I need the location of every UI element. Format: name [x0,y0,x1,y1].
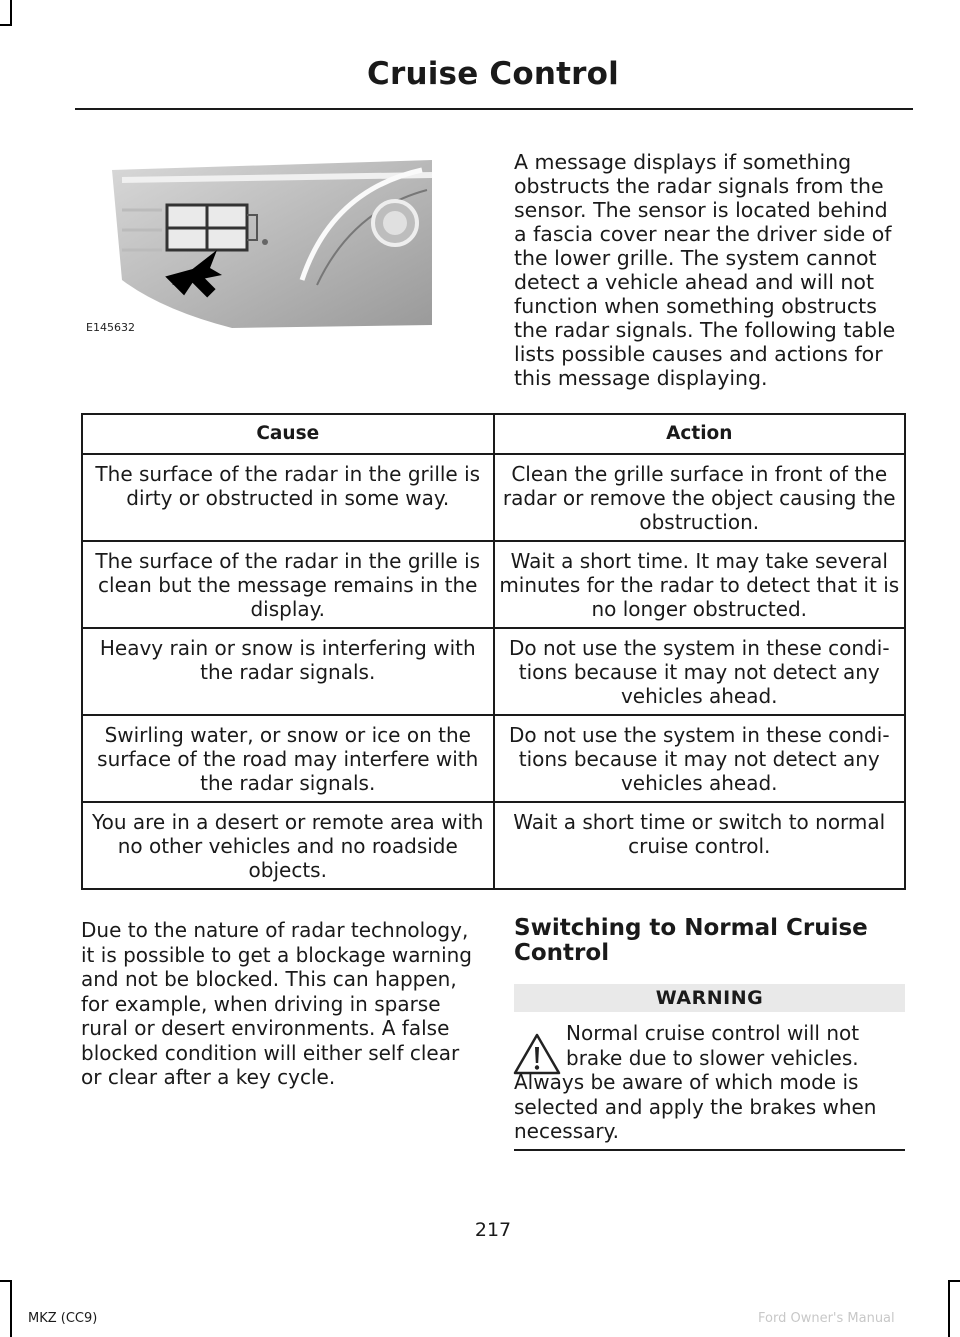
blockage-note: Due to the nature of radar technology, it is possible to get a blockage warning and not be blocked. This can happen, for example, when driving in sparse rural or desert environments. A false blocked condition will either self clear or clear after a key cycle. [81,918,472,1089]
cause-cell: You are in a desert or remote area with no other vehicles and no roadside objects. [82,802,494,889]
table-row [82,541,905,628]
crop-mark [948,1280,950,1337]
table-row [82,715,905,802]
table-header-row [82,414,905,454]
action-cell: Do not use the system in these condi-tions because it may not detect any vehicles ahead. [494,715,906,802]
crop-mark [10,1280,12,1337]
table-row [82,454,905,541]
crop-mark [0,24,12,26]
action-cell: Clean the grille surface in front of the radar or remove the object causing the obstruction. [494,454,906,541]
crop-mark [948,1280,960,1282]
cause-cell: The surface of the radar in the grille is clean but the message remains in the display. [82,541,494,628]
cause-cell: Heavy rain or snow is interfering with the radar signals. [82,628,494,715]
crop-mark [10,0,12,26]
cause-cell: The surface of the radar in the grille is dirty or obstructed in some way. [82,454,494,541]
footer-model: MKZ (CC9) [28,1311,98,1326]
cause-cell: Swirling water, or snow or ice on the surface of the road may interfere with the radar signals. [82,715,494,802]
table-row [82,802,905,889]
crop-mark [0,1280,12,1282]
intro-paragraph: A message displays if something obstructs the radar signals from the sensor. The sensor is located behind a fascia cover near the driver side of the lower grille. The system cannot detect a vehicle ahead and will not function when something obstructs the radar signals. The following table lists possible causes and actions for this message displaying. [514,150,896,390]
warning-divider [514,1149,905,1151]
cause-action-table [81,413,906,890]
action-cell: Do not use the system in these condi-tions because it may not detect any vehicles ahead. [494,628,906,715]
table-row [82,628,905,715]
figure-code: E145632 [86,321,135,334]
action-cell: Wait a short time. It may take several minutes for the radar to detect that it is no longer obstructed. [494,541,906,628]
page-title: Cruise Control [367,56,619,92]
footer-site: Ford Owner's Manual [758,1311,895,1326]
section-heading: Switching to Normal Cruise Control [514,915,868,966]
warning-text-block [514,1021,906,1144]
column-header-cause: Cause [82,414,494,454]
column-header-action: Action [494,414,906,454]
header-divider [75,108,913,110]
radar-sensor-illustration [82,150,442,350]
page-number: 217 [474,1219,512,1241]
warning-triangle-icon [512,1032,562,1076]
warning-label: WARNING [514,984,905,1012]
action-cell: Wait a short time or switch to normal cruise control. [494,802,906,889]
warning-text: Normal cruise control will not brake due to slower vehicles. Always be aware of which mode is selected and apply the brakes when necessary. [514,1021,877,1143]
